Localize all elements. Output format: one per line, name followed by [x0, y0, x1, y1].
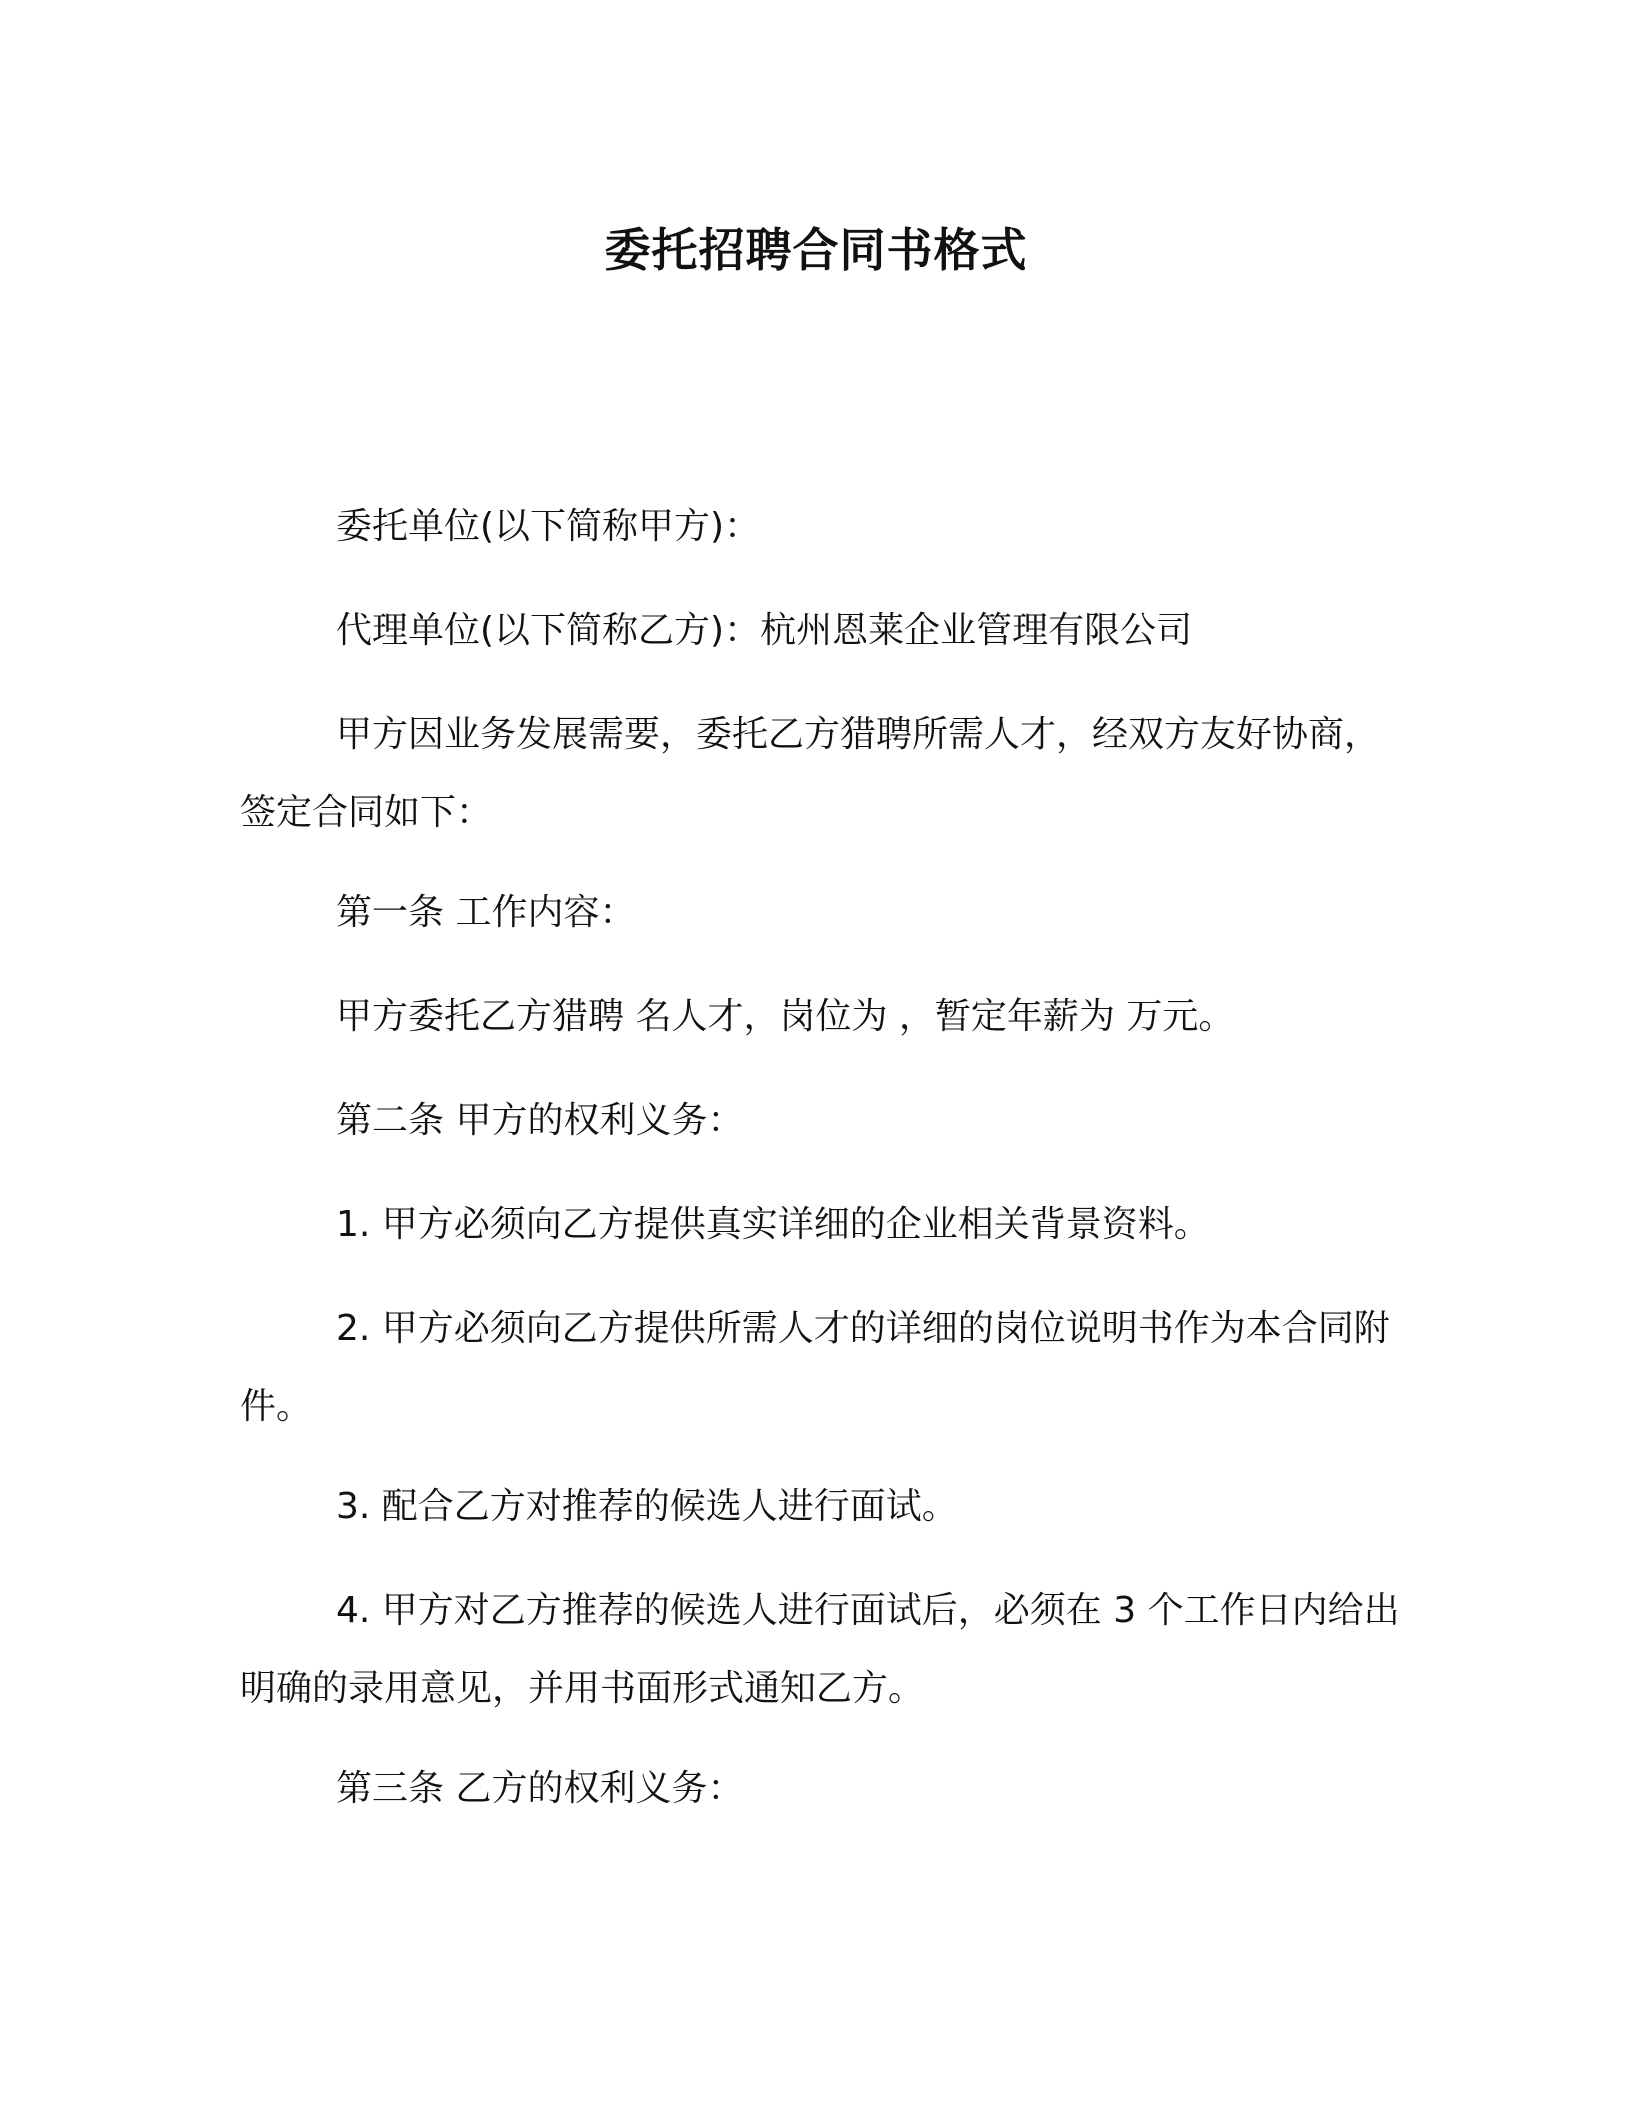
- article-2-item-4: 4. 甲方对乙方推荐的候选人进行面试后，必须在 3 个工作日内给出明确的录用意见，并用书面形式通知乙方。: [240, 1590, 1400, 1709]
- paragraph-client-unit: 委托单位(以下简称甲方)：: [336, 506, 761, 547]
- article-3-heading: 第三条 乙方的权利义务：: [336, 1768, 744, 1809]
- article-2-item-3: 3. 配合乙方对推荐的候选人进行面试。: [336, 1486, 958, 1527]
- paragraph-agent-unit: 代理单位(以下简称乙方)：杭州恩莱企业管理有限公司: [336, 610, 1193, 651]
- article-2-heading: 第二条 甲方的权利义务：: [336, 1100, 744, 1141]
- article-2-item-1: 1. 甲方必须向乙方提供真实详细的企业相关背景资料。: [336, 1204, 1210, 1245]
- article-1-heading: 第一条 工作内容：: [336, 892, 636, 933]
- document-title: 委托招聘合同书格式: [604, 223, 1028, 277]
- article-2-item-2: 2. 甲方必须向乙方提供所需人才的详细的岗位说明书作为本合同附件。: [240, 1308, 1390, 1427]
- paragraph-preamble: 甲方因业务发展需要，委托乙方猎聘所需人才，经双方友好协商，签定合同如下：: [240, 714, 1381, 833]
- article-1-content: 甲方委托乙方猎聘 名人才，岗位为 ，暂定年薪为 万元。: [336, 996, 1235, 1037]
